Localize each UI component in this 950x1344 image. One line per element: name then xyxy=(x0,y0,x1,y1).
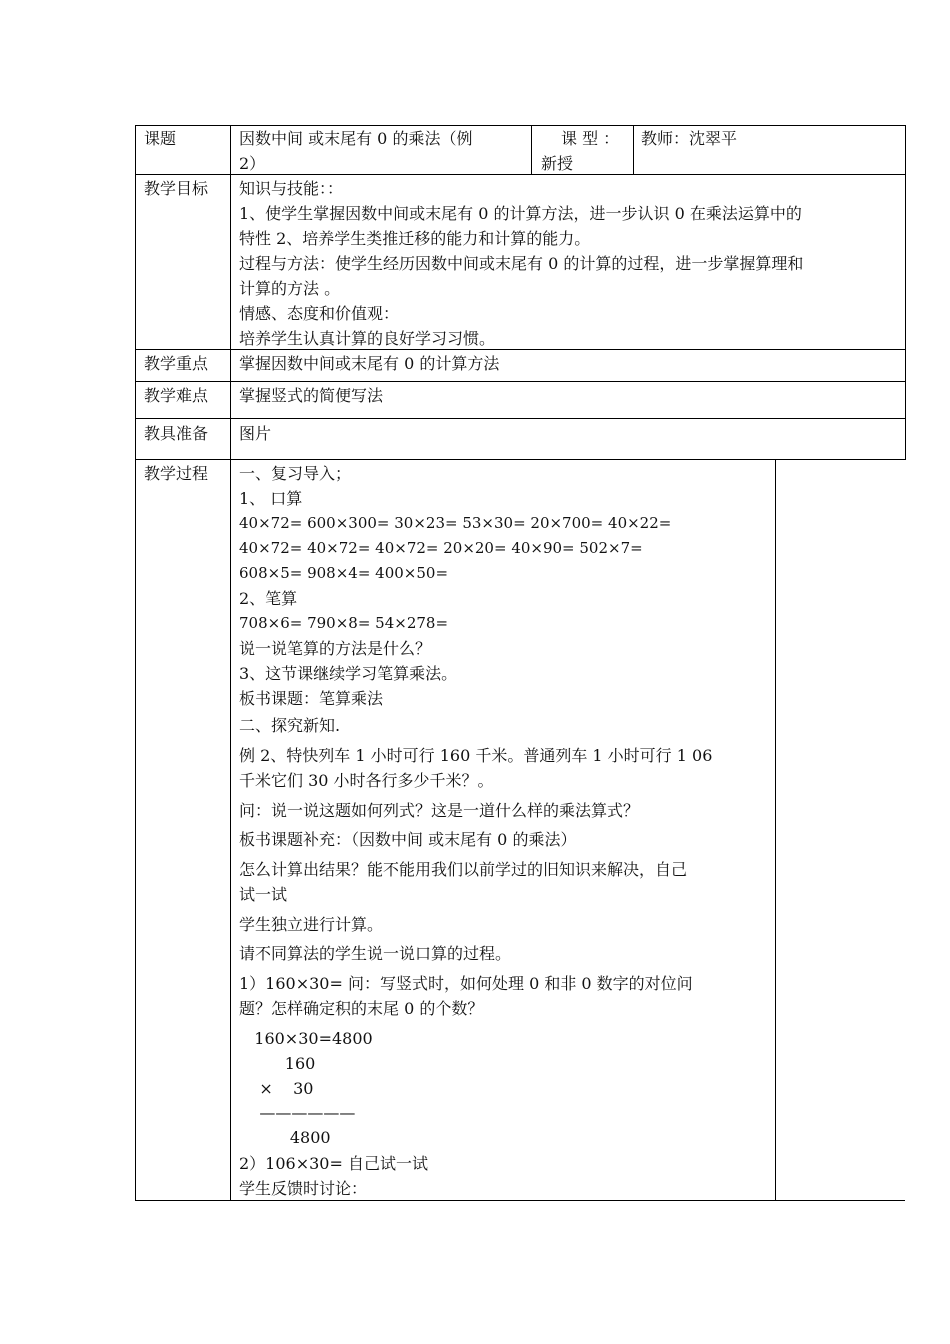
lesson-type-label: 课 型 ： xyxy=(561,129,620,148)
process-line: 请不同算法的学生说一说口算的过程。 xyxy=(239,944,512,963)
label-column-divider xyxy=(230,125,231,1201)
process-label: 教学过程 xyxy=(144,464,209,483)
difficulty-text: 掌握竖式的简便写法 xyxy=(239,386,384,405)
teacher-name: 教师：沈翠平 xyxy=(641,129,738,148)
key-points-text: 掌握因数中间或末尾有 0 的计算方法 xyxy=(239,354,500,373)
header-divider-title xyxy=(531,125,532,175)
process-line: —————— xyxy=(239,1103,356,1122)
materials-text: 图片 xyxy=(239,424,272,443)
process-line: 708×6= 790×8= 54×278= xyxy=(239,614,449,632)
process-line: 2、笔算 xyxy=(239,589,298,608)
goals-line: 情感、态度和价值观： xyxy=(239,304,400,323)
row-divider-materials xyxy=(135,418,905,419)
process-line: 板书课题补充：（因数中间 或末尾有 0 的乘法） xyxy=(239,830,577,849)
process-line: 试一试 xyxy=(239,885,288,904)
materials-label: 教具准备 xyxy=(144,424,209,443)
process-line: 千米它们 30 小时各行多少千米？。 xyxy=(239,771,494,790)
table-border-right xyxy=(905,125,906,460)
topic-label: 课题 xyxy=(144,129,177,148)
process-line: 40×72= 40×72= 40×72= 20×20= 40×90= 502×7= xyxy=(239,539,643,557)
process-line: 40×72= 600×300= 30×23= 53×30= 20×700= 40×22= xyxy=(239,514,672,532)
process-line: 160×30=4800 xyxy=(239,1029,373,1048)
process-line: 二、探究新知. xyxy=(239,716,341,735)
process-line: × 30 xyxy=(239,1079,314,1098)
process-line: 2）106×30= 自己试一试 xyxy=(239,1154,428,1173)
lesson-title-line-2: 2） xyxy=(239,154,266,173)
goals-line: 1、使学生掌握因数中间或末尾有 0 的计算方法，进一步认识 0 在乘法运算中的 xyxy=(239,204,802,223)
lesson-type-value: 新授 xyxy=(541,154,574,173)
process-line: 1、 口算 xyxy=(239,489,303,508)
goals-line: 知识与技能：： xyxy=(239,179,344,198)
process-line: 问：说一说这题如何列式？这是一道什么样的乘法算式？ xyxy=(239,801,640,820)
process-content-divider xyxy=(775,459,776,1201)
row-divider-process xyxy=(135,459,905,460)
process-line: 例 2、特快列车 1 小时可行 160 千米。普通列车 1 小时可行 1 06 xyxy=(239,746,713,765)
process-line: 学生独立进行计算。 xyxy=(239,915,384,934)
goals-line: 过程与方法：使学生经历因数中间或末尾有 0 的计算的过程，进一步掌握算理和 xyxy=(239,254,804,273)
goals-label: 教学目标 xyxy=(144,179,209,198)
process-line: 说一说笔算的方法是什么？ xyxy=(239,639,432,658)
process-line: 怎么计算出结果？能不能用我们以前学过的旧知识来解决，自己 xyxy=(239,860,688,879)
difficulty-label: 教学难点 xyxy=(144,386,209,405)
goals-line: 计算的方法 。 xyxy=(239,279,341,298)
process-line: 1）160×30= 问：写竖式时，如何处理 0 和非 0 数字的对位问 xyxy=(239,974,693,993)
process-line: 160 xyxy=(239,1054,316,1073)
process-line: 3、这节课继续学习笔算乘法。 xyxy=(239,664,458,683)
process-line: 608×5= 908×4= 400×50= xyxy=(239,564,449,582)
table-border-left xyxy=(135,125,136,1201)
key-points-label: 教学重点 xyxy=(144,354,209,373)
header-divider-type xyxy=(633,125,634,175)
goals-line: 特性 2、培养学生类推迁移的能力和计算的能力。 xyxy=(239,229,591,248)
process-line: 题？怎样确定积的末尾 0 的个数？ xyxy=(239,999,484,1018)
process-line: 板书课题：笔算乘法 xyxy=(239,689,384,708)
process-line: 一、复习导入； xyxy=(239,464,352,483)
lesson-title-line-1: 因数中间 或末尾有 0 的乘法（例 xyxy=(239,129,473,148)
row-divider-difficulty xyxy=(135,381,905,382)
goals-line: 培养学生认真计算的良好学习习惯。 xyxy=(239,329,496,348)
process-line: 学生反馈时讨论： xyxy=(239,1179,368,1198)
process-line: 4800 xyxy=(239,1128,331,1147)
